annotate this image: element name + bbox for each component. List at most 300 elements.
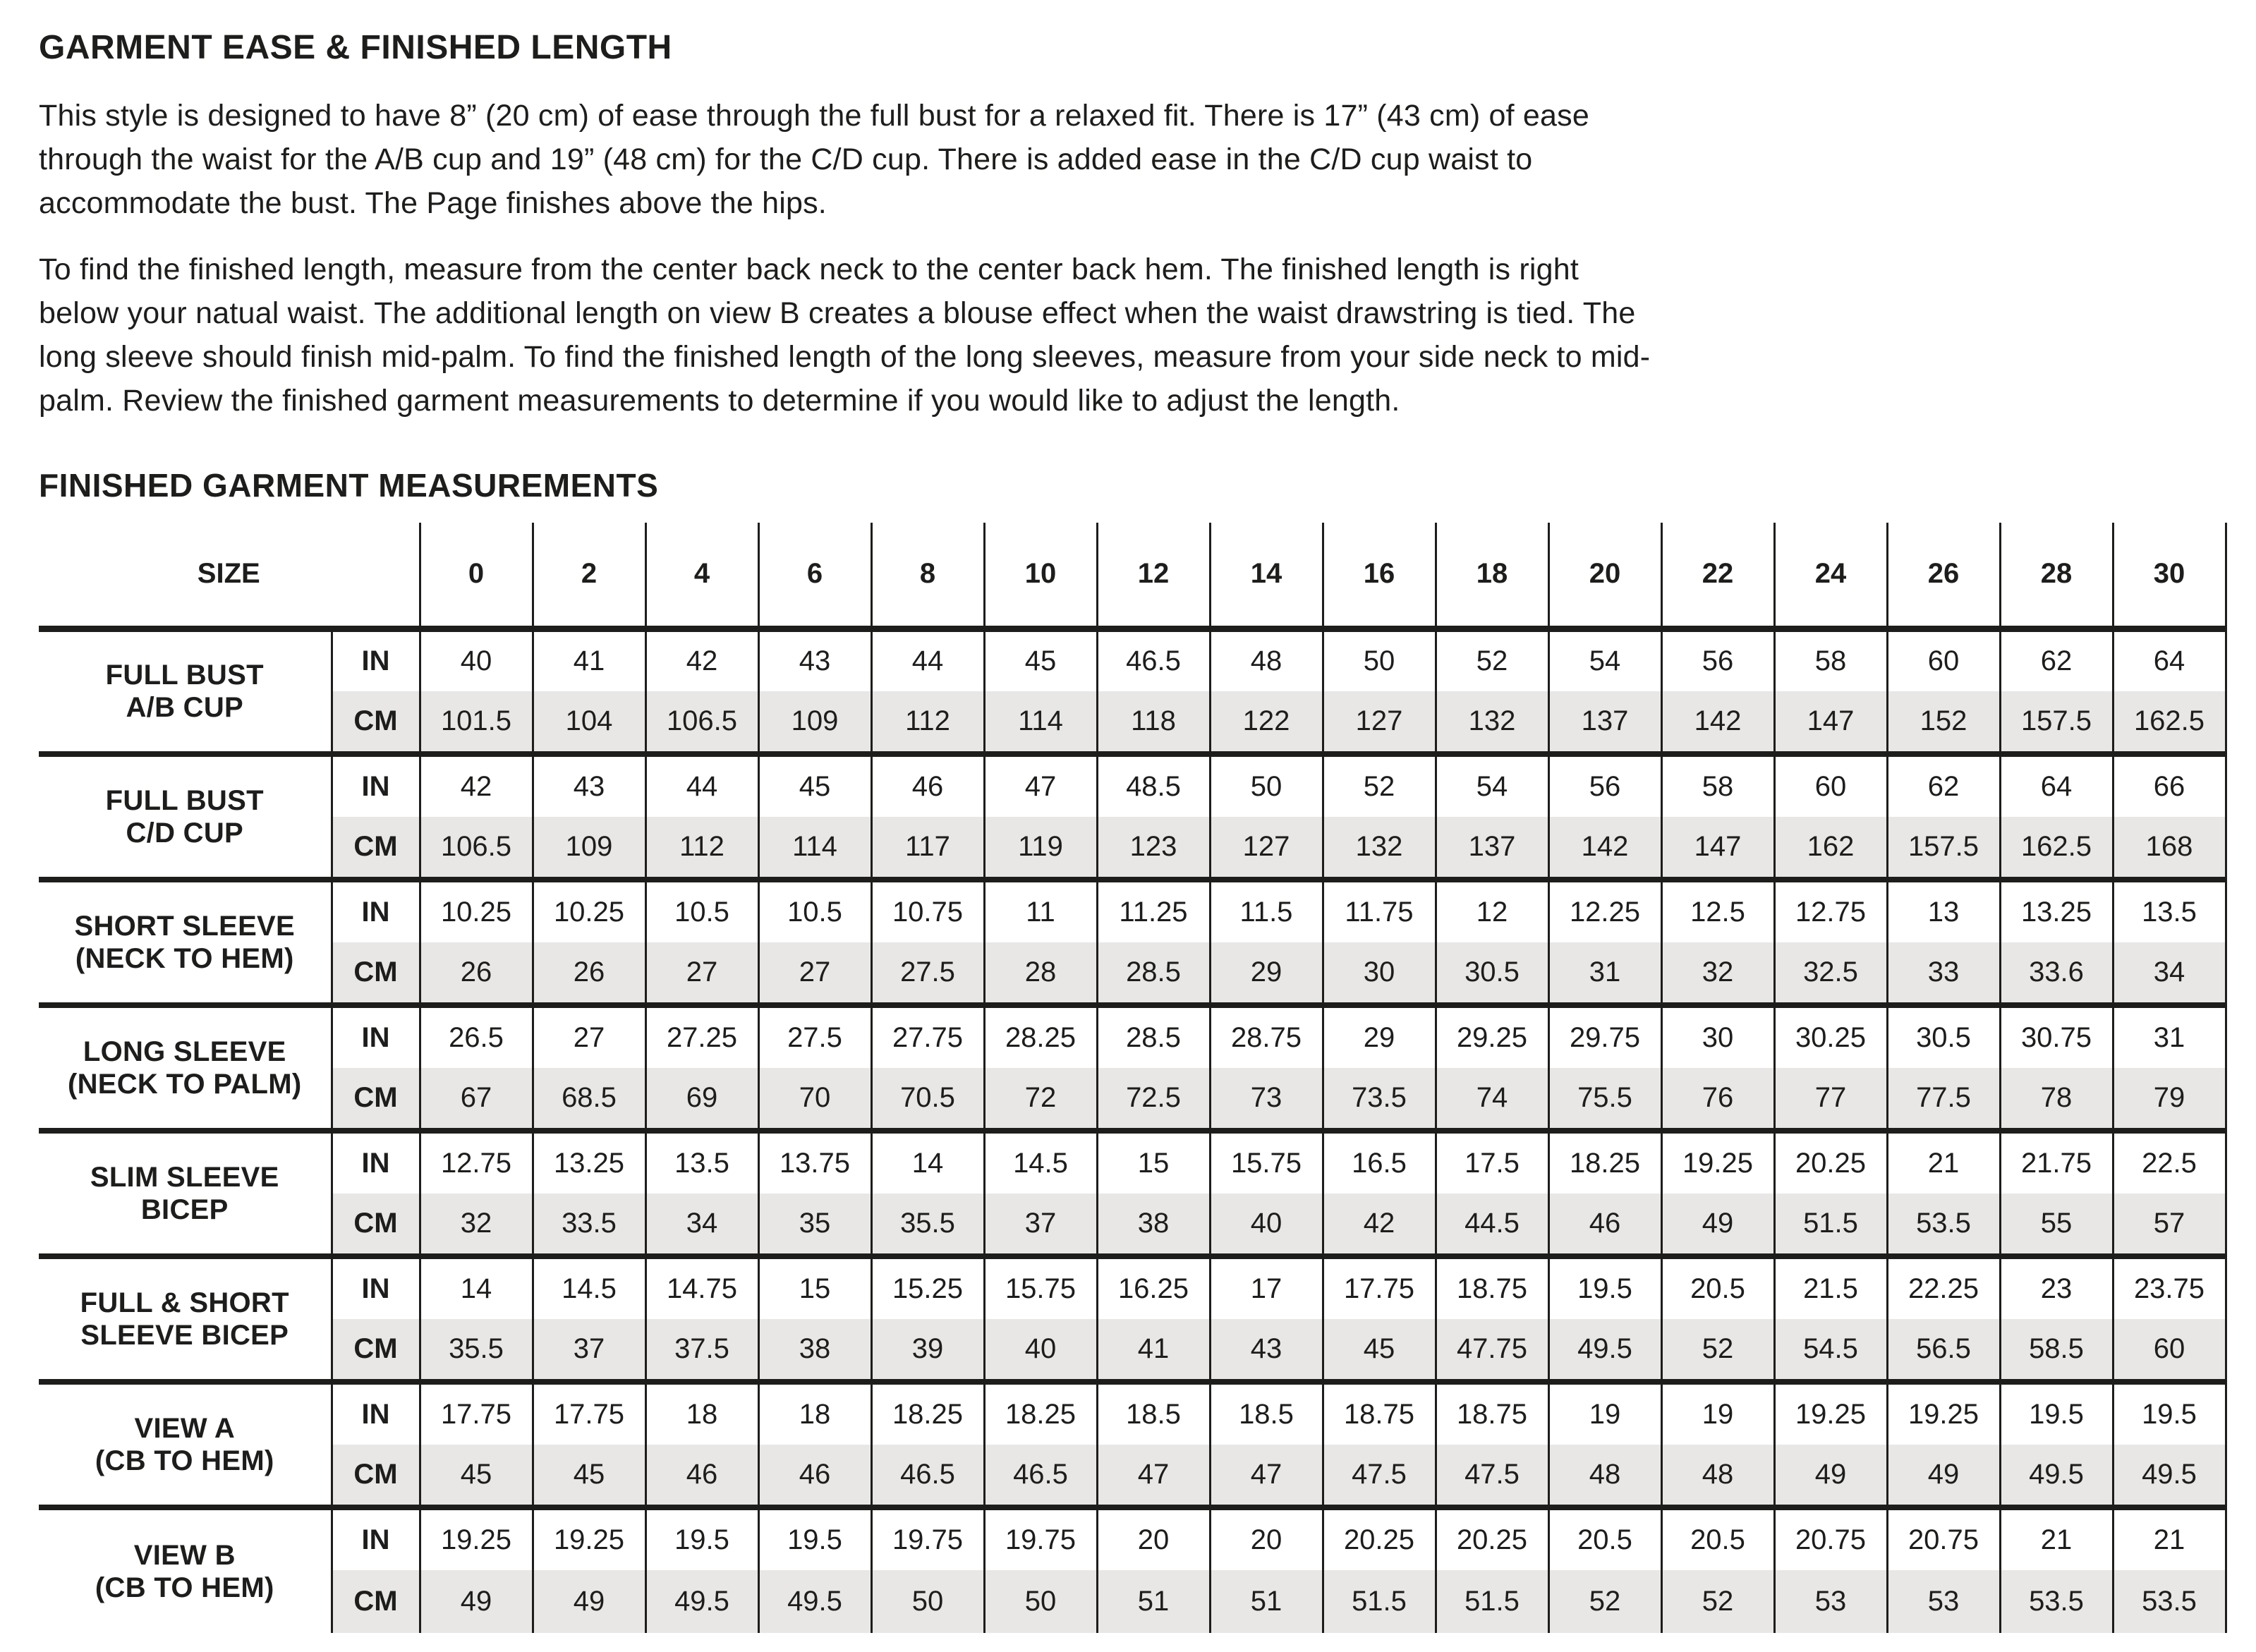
value-full-bust-a-b-cup-in-size-30: 64 bbox=[2113, 628, 2226, 691]
value-slim-sleeve-bicep-in-size-10: 14.5 bbox=[984, 1131, 1097, 1194]
unit-cell-cm: CM bbox=[332, 1319, 420, 1382]
value-short-sleeve-neck-to-hem-in-size-14: 11.5 bbox=[1210, 880, 1323, 942]
value-view-a-cb-to-hem-in-size-2: 17.75 bbox=[533, 1382, 645, 1445]
unit-cell-in: IN bbox=[332, 880, 420, 942]
row-full-bust-a-b-cup-in bbox=[39, 628, 2226, 691]
value-full-bust-a-b-cup-cm-size-10: 114 bbox=[984, 691, 1097, 754]
value-view-a-cb-to-hem-in-size-20: 19 bbox=[1548, 1382, 1661, 1445]
value-long-sleeve-neck-to-palm-cm-size-28: 78 bbox=[2000, 1068, 2113, 1131]
value-full-bust-c-d-cup-cm-size-22: 147 bbox=[1661, 817, 1774, 880]
size-column-header-24: 24 bbox=[1774, 523, 1887, 628]
value-short-sleeve-neck-to-hem-cm-size-6: 27 bbox=[758, 942, 871, 1005]
size-column-header-22: 22 bbox=[1661, 523, 1774, 628]
value-long-sleeve-neck-to-palm-cm-size-20: 75.5 bbox=[1548, 1068, 1661, 1131]
value-view-b-cb-to-hem-in-size-6: 19.5 bbox=[758, 1507, 871, 1570]
value-full-short-sleeve-bicep-cm-size-2: 37 bbox=[533, 1319, 645, 1382]
value-view-a-cb-to-hem-in-size-24: 19.25 bbox=[1774, 1382, 1887, 1445]
value-full-short-sleeve-bicep-cm-size-10: 40 bbox=[984, 1319, 1097, 1382]
value-view-a-cb-to-hem-cm-size-24: 49 bbox=[1774, 1445, 1887, 1507]
value-long-sleeve-neck-to-palm-in-size-30: 31 bbox=[2113, 1005, 2226, 1068]
value-long-sleeve-neck-to-palm-cm-size-14: 73 bbox=[1210, 1068, 1323, 1131]
value-long-sleeve-neck-to-palm-in-size-0: 26.5 bbox=[420, 1005, 533, 1068]
value-view-a-cb-to-hem-in-size-26: 19.25 bbox=[1887, 1382, 2000, 1445]
value-full-bust-c-d-cup-cm-size-12: 123 bbox=[1097, 817, 1210, 880]
value-full-bust-a-b-cup-in-size-20: 54 bbox=[1548, 628, 1661, 691]
value-view-a-cb-to-hem-cm-size-4: 46 bbox=[645, 1445, 758, 1507]
value-slim-sleeve-bicep-cm-size-24: 51.5 bbox=[1774, 1194, 1887, 1256]
value-full-bust-a-b-cup-in-size-24: 58 bbox=[1774, 628, 1887, 691]
value-full-bust-c-d-cup-cm-size-0: 106.5 bbox=[420, 817, 533, 880]
value-short-sleeve-neck-to-hem-in-size-6: 10.5 bbox=[758, 880, 871, 942]
value-long-sleeve-neck-to-palm-in-size-6: 27.5 bbox=[758, 1005, 871, 1068]
value-view-b-cb-to-hem-cm-size-8: 50 bbox=[871, 1570, 984, 1633]
value-short-sleeve-neck-to-hem-in-size-22: 12.5 bbox=[1661, 880, 1774, 942]
size-column-header-8: 8 bbox=[871, 523, 984, 628]
value-view-a-cb-to-hem-in-size-22: 19 bbox=[1661, 1382, 1774, 1445]
value-full-short-sleeve-bicep-in-size-10: 15.75 bbox=[984, 1256, 1097, 1319]
value-long-sleeve-neck-to-palm-cm-size-22: 76 bbox=[1661, 1068, 1774, 1131]
unit-cell-in: IN bbox=[332, 628, 420, 691]
value-long-sleeve-neck-to-palm-in-size-20: 29.75 bbox=[1548, 1005, 1661, 1068]
row-label-line: SLEEVE BICEP bbox=[80, 1320, 289, 1351]
value-view-b-cb-to-hem-in-size-30: 21 bbox=[2113, 1507, 2226, 1570]
value-slim-sleeve-bicep-in-size-26: 21 bbox=[1887, 1131, 2000, 1194]
unit-cell-cm: CM bbox=[332, 691, 420, 754]
value-full-bust-c-d-cup-in-size-20: 56 bbox=[1548, 754, 1661, 817]
unit-cell-in: IN bbox=[332, 754, 420, 817]
value-short-sleeve-neck-to-hem-cm-size-4: 27 bbox=[645, 942, 758, 1005]
value-view-b-cb-to-hem-cm-size-10: 50 bbox=[984, 1570, 1097, 1633]
value-slim-sleeve-bicep-cm-size-30: 57 bbox=[2113, 1194, 2226, 1256]
value-view-b-cb-to-hem-in-size-14: 20 bbox=[1210, 1507, 1323, 1570]
unit-cell-in: IN bbox=[332, 1507, 420, 1570]
value-view-b-cb-to-hem-in-size-2: 19.25 bbox=[533, 1507, 645, 1570]
value-view-a-cb-to-hem-cm-size-18: 47.5 bbox=[1436, 1445, 1548, 1507]
value-full-bust-c-d-cup-in-size-16: 52 bbox=[1323, 754, 1436, 817]
value-full-short-sleeve-bicep-cm-size-14: 43 bbox=[1210, 1319, 1323, 1382]
value-full-bust-a-b-cup-cm-size-8: 112 bbox=[871, 691, 984, 754]
row-long-sleeve-neck-to-palm-cm bbox=[39, 1068, 2226, 1131]
value-full-short-sleeve-bicep-in-size-4: 14.75 bbox=[645, 1256, 758, 1319]
value-short-sleeve-neck-to-hem-cm-size-8: 27.5 bbox=[871, 942, 984, 1005]
value-full-short-sleeve-bicep-in-size-2: 14.5 bbox=[533, 1256, 645, 1319]
value-full-bust-c-d-cup-cm-size-6: 114 bbox=[758, 817, 871, 880]
row-slim-sleeve-bicep-cm bbox=[39, 1194, 2226, 1256]
value-full-bust-a-b-cup-cm-size-18: 132 bbox=[1436, 691, 1548, 754]
unit-cell-in: IN bbox=[332, 1131, 420, 1194]
value-long-sleeve-neck-to-palm-in-size-28: 30.75 bbox=[2000, 1005, 2113, 1068]
value-view-a-cb-to-hem-cm-size-22: 48 bbox=[1661, 1445, 1774, 1507]
value-view-b-cb-to-hem-in-size-28: 21 bbox=[2000, 1507, 2113, 1570]
row-full-bust-a-b-cup-cm bbox=[39, 691, 2226, 754]
value-view-a-cb-to-hem-in-size-10: 18.25 bbox=[984, 1382, 1097, 1445]
row-full-bust-c-d-cup-cm bbox=[39, 817, 2226, 880]
value-long-sleeve-neck-to-palm-in-size-8: 27.75 bbox=[871, 1005, 984, 1068]
size-column-header-0: 0 bbox=[420, 523, 533, 628]
value-view-b-cb-to-hem-in-size-0: 19.25 bbox=[420, 1507, 533, 1570]
value-full-bust-c-d-cup-in-size-4: 44 bbox=[645, 754, 758, 817]
value-view-b-cb-to-hem-in-size-12: 20 bbox=[1097, 1507, 1210, 1570]
row-label-line: (NECK TO HEM) bbox=[75, 943, 294, 974]
value-slim-sleeve-bicep-in-size-24: 20.25 bbox=[1774, 1131, 1887, 1194]
value-full-bust-c-d-cup-in-size-30: 66 bbox=[2113, 754, 2226, 817]
finished-length-paragraph: To find the finished length, measure from the center back neck to the center back hem. The finished length is right below your natual waist. The additional length on view B creates a blouse effect when the waist drawstring is tied. The long sleeve should finish mid-palm. To find the finished length of the long sleeves, measure from your side neck to mid-palm. Review the finished garment measurements to determine if you would like to adjust the length. bbox=[39, 253, 1651, 418]
value-full-short-sleeve-bicep-cm-size-16: 45 bbox=[1323, 1319, 1436, 1382]
value-short-sleeve-neck-to-hem-cm-size-30: 34 bbox=[2113, 942, 2226, 1005]
value-short-sleeve-neck-to-hem-in-size-28: 13.25 bbox=[2000, 880, 2113, 942]
value-view-a-cb-to-hem-in-size-28: 19.5 bbox=[2000, 1382, 2113, 1445]
value-long-sleeve-neck-to-palm-cm-size-26: 77.5 bbox=[1887, 1068, 2000, 1131]
value-full-short-sleeve-bicep-cm-size-0: 35.5 bbox=[420, 1319, 533, 1382]
value-view-a-cb-to-hem-cm-size-6: 46 bbox=[758, 1445, 871, 1507]
value-short-sleeve-neck-to-hem-cm-size-18: 30.5 bbox=[1436, 942, 1548, 1005]
value-full-short-sleeve-bicep-in-size-16: 17.75 bbox=[1323, 1256, 1436, 1319]
value-view-b-cb-to-hem-in-size-24: 20.75 bbox=[1774, 1507, 1887, 1570]
value-full-short-sleeve-bicep-cm-size-30: 60 bbox=[2113, 1319, 2226, 1382]
value-full-bust-a-b-cup-in-size-28: 62 bbox=[2000, 628, 2113, 691]
size-column-header-14: 14 bbox=[1210, 523, 1323, 628]
value-view-a-cb-to-hem-in-size-14: 18.5 bbox=[1210, 1382, 1323, 1445]
garment-ease-section-title: GARMENT EASE & FINISHED LENGTH bbox=[39, 29, 672, 66]
value-full-short-sleeve-bicep-in-size-22: 20.5 bbox=[1661, 1256, 1774, 1319]
unit-cell-in: IN bbox=[332, 1005, 420, 1068]
value-view-b-cb-to-hem-in-size-26: 20.75 bbox=[1887, 1507, 2000, 1570]
row-label-line: SHORT SLEEVE bbox=[74, 911, 296, 942]
value-full-bust-a-b-cup-cm-size-12: 118 bbox=[1097, 691, 1210, 754]
row-label-line: FULL BUST bbox=[105, 785, 264, 816]
value-short-sleeve-neck-to-hem-cm-size-12: 28.5 bbox=[1097, 942, 1210, 1005]
value-full-bust-a-b-cup-cm-size-30: 162.5 bbox=[2113, 691, 2226, 754]
row-label-line: SLIM SLEEVE bbox=[90, 1162, 279, 1193]
value-full-short-sleeve-bicep-cm-size-26: 56.5 bbox=[1887, 1319, 2000, 1382]
measurement-rows bbox=[39, 628, 2226, 1633]
value-view-a-cb-to-hem-in-size-0: 17.75 bbox=[420, 1382, 533, 1445]
row-label-line: LONG SLEEVE bbox=[83, 1036, 286, 1067]
value-view-b-cb-to-hem-cm-size-0: 49 bbox=[420, 1570, 533, 1633]
value-view-b-cb-to-hem-cm-size-6: 49.5 bbox=[758, 1570, 871, 1633]
value-full-bust-c-d-cup-cm-size-20: 142 bbox=[1548, 817, 1661, 880]
value-long-sleeve-neck-to-palm-cm-size-30: 79 bbox=[2113, 1068, 2226, 1131]
value-long-sleeve-neck-to-palm-cm-size-18: 74 bbox=[1436, 1068, 1548, 1131]
value-full-bust-a-b-cup-in-size-12: 46.5 bbox=[1097, 628, 1210, 691]
unit-cell-cm: CM bbox=[332, 1194, 420, 1256]
row-label-full-bust-c-d-cup bbox=[39, 754, 332, 880]
value-full-short-sleeve-bicep-in-size-12: 16.25 bbox=[1097, 1256, 1210, 1319]
ease-description-paragraph: This style is designed to have 8” (20 cm) of ease through the full bust for a relaxed fit. There is 17” (43 cm) of ease through the waist for the A/B cup and 19” (48 cm) for the C/D cup. There is added ease in the C/D cup waist to accommodate the bust. The Page finishes above the hips. bbox=[39, 99, 1589, 220]
row-label-line: VIEW A bbox=[134, 1413, 236, 1444]
value-view-a-cb-to-hem-cm-size-14: 47 bbox=[1210, 1445, 1323, 1507]
value-view-b-cb-to-hem-in-size-4: 19.5 bbox=[645, 1507, 758, 1570]
value-full-short-sleeve-bicep-cm-size-8: 39 bbox=[871, 1319, 984, 1382]
value-long-sleeve-neck-to-palm-cm-size-16: 73.5 bbox=[1323, 1068, 1436, 1131]
value-full-bust-c-d-cup-cm-size-26: 157.5 bbox=[1887, 817, 2000, 880]
value-full-bust-c-d-cup-cm-size-30: 168 bbox=[2113, 817, 2226, 880]
value-long-sleeve-neck-to-palm-cm-size-24: 77 bbox=[1774, 1068, 1887, 1131]
value-view-a-cb-to-hem-cm-size-12: 47 bbox=[1097, 1445, 1210, 1507]
row-label-line: (NECK TO PALM) bbox=[67, 1069, 302, 1100]
value-full-short-sleeve-bicep-cm-size-4: 37.5 bbox=[645, 1319, 758, 1382]
value-short-sleeve-neck-to-hem-in-size-4: 10.5 bbox=[645, 880, 758, 942]
value-full-bust-a-b-cup-cm-size-24: 147 bbox=[1774, 691, 1887, 754]
row-label-line: A/B CUP bbox=[126, 692, 244, 724]
value-full-bust-a-b-cup-in-size-16: 50 bbox=[1323, 628, 1436, 691]
value-slim-sleeve-bicep-in-size-30: 22.5 bbox=[2113, 1131, 2226, 1194]
value-full-short-sleeve-bicep-in-size-6: 15 bbox=[758, 1256, 871, 1319]
value-full-short-sleeve-bicep-in-size-8: 15.25 bbox=[871, 1256, 984, 1319]
value-full-bust-c-d-cup-cm-size-2: 109 bbox=[533, 817, 645, 880]
value-full-bust-a-b-cup-cm-size-22: 142 bbox=[1661, 691, 1774, 754]
value-full-bust-c-d-cup-cm-size-18: 137 bbox=[1436, 817, 1548, 880]
value-full-bust-a-b-cup-cm-size-20: 137 bbox=[1548, 691, 1661, 754]
value-full-bust-c-d-cup-in-size-18: 54 bbox=[1436, 754, 1548, 817]
value-short-sleeve-neck-to-hem-in-size-30: 13.5 bbox=[2113, 880, 2226, 942]
value-full-short-sleeve-bicep-cm-size-18: 47.75 bbox=[1436, 1319, 1548, 1382]
value-view-b-cb-to-hem-cm-size-12: 51 bbox=[1097, 1570, 1210, 1633]
row-label-line: VIEW B bbox=[133, 1540, 236, 1571]
value-slim-sleeve-bicep-cm-size-6: 35 bbox=[758, 1194, 871, 1256]
value-full-bust-c-d-cup-in-size-0: 42 bbox=[420, 754, 533, 817]
value-short-sleeve-neck-to-hem-in-size-8: 10.75 bbox=[871, 880, 984, 942]
value-long-sleeve-neck-to-palm-cm-size-10: 72 bbox=[984, 1068, 1097, 1131]
unit-cell-cm: CM bbox=[332, 942, 420, 1005]
value-long-sleeve-neck-to-palm-cm-size-0: 67 bbox=[420, 1068, 533, 1131]
value-full-bust-c-d-cup-in-size-24: 60 bbox=[1774, 754, 1887, 817]
value-full-bust-a-b-cup-in-size-22: 56 bbox=[1661, 628, 1774, 691]
value-long-sleeve-neck-to-palm-in-size-24: 30.25 bbox=[1774, 1005, 1887, 1068]
value-long-sleeve-neck-to-palm-in-size-10: 28.25 bbox=[984, 1005, 1097, 1068]
size-header-row bbox=[39, 523, 2226, 628]
value-slim-sleeve-bicep-in-size-4: 13.5 bbox=[645, 1131, 758, 1194]
value-slim-sleeve-bicep-cm-size-28: 55 bbox=[2000, 1194, 2113, 1256]
value-view-a-cb-to-hem-cm-size-28: 49.5 bbox=[2000, 1445, 2113, 1507]
value-full-bust-c-d-cup-in-size-6: 45 bbox=[758, 754, 871, 817]
value-view-b-cb-to-hem-cm-size-26: 53 bbox=[1887, 1570, 2000, 1633]
value-slim-sleeve-bicep-cm-size-22: 49 bbox=[1661, 1194, 1774, 1256]
row-label-line: (CB TO HEM) bbox=[95, 1445, 274, 1476]
value-full-bust-a-b-cup-cm-size-26: 152 bbox=[1887, 691, 2000, 754]
value-view-a-cb-to-hem-cm-size-8: 46.5 bbox=[871, 1445, 984, 1507]
value-full-bust-a-b-cup-in-size-8: 44 bbox=[871, 628, 984, 691]
value-full-short-sleeve-bicep-cm-size-12: 41 bbox=[1097, 1319, 1210, 1382]
value-short-sleeve-neck-to-hem-cm-size-28: 33.6 bbox=[2000, 942, 2113, 1005]
value-view-b-cb-to-hem-cm-size-18: 51.5 bbox=[1436, 1570, 1548, 1633]
size-column-header-28: 28 bbox=[2000, 523, 2113, 628]
value-long-sleeve-neck-to-palm-in-size-22: 30 bbox=[1661, 1005, 1774, 1068]
value-slim-sleeve-bicep-cm-size-0: 32 bbox=[420, 1194, 533, 1256]
value-full-bust-a-b-cup-cm-size-4: 106.5 bbox=[645, 691, 758, 754]
unit-cell-in: IN bbox=[332, 1382, 420, 1445]
value-slim-sleeve-bicep-cm-size-12: 38 bbox=[1097, 1194, 1210, 1256]
row-short-sleeve-neck-to-hem-in bbox=[39, 880, 2226, 942]
value-short-sleeve-neck-to-hem-cm-size-24: 32.5 bbox=[1774, 942, 1887, 1005]
row-view-b-cb-to-hem-cm bbox=[39, 1570, 2226, 1633]
value-slim-sleeve-bicep-in-size-14: 15.75 bbox=[1210, 1131, 1323, 1194]
value-short-sleeve-neck-to-hem-in-size-10: 11 bbox=[984, 880, 1097, 942]
value-long-sleeve-neck-to-palm-cm-size-6: 70 bbox=[758, 1068, 871, 1131]
row-view-a-cb-to-hem-in bbox=[39, 1382, 2226, 1445]
row-full-short-sleeve-bicep-cm bbox=[39, 1319, 2226, 1382]
value-view-b-cb-to-hem-cm-size-28: 53.5 bbox=[2000, 1570, 2113, 1633]
value-full-bust-a-b-cup-in-size-10: 45 bbox=[984, 628, 1097, 691]
value-full-short-sleeve-bicep-in-size-20: 19.5 bbox=[1548, 1256, 1661, 1319]
value-slim-sleeve-bicep-in-size-0: 12.75 bbox=[420, 1131, 533, 1194]
unit-cell-cm: CM bbox=[332, 1570, 420, 1633]
value-long-sleeve-neck-to-palm-cm-size-4: 69 bbox=[645, 1068, 758, 1131]
row-short-sleeve-neck-to-hem-cm bbox=[39, 942, 2226, 1005]
value-short-sleeve-neck-to-hem-in-size-24: 12.75 bbox=[1774, 880, 1887, 942]
value-short-sleeve-neck-to-hem-cm-size-22: 32 bbox=[1661, 942, 1774, 1005]
value-view-b-cb-to-hem-in-size-22: 20.5 bbox=[1661, 1507, 1774, 1570]
value-full-bust-a-b-cup-cm-size-14: 122 bbox=[1210, 691, 1323, 754]
value-slim-sleeve-bicep-in-size-6: 13.75 bbox=[758, 1131, 871, 1194]
size-column-header-12: 12 bbox=[1097, 523, 1210, 628]
value-full-bust-a-b-cup-in-size-18: 52 bbox=[1436, 628, 1548, 691]
value-full-bust-c-d-cup-in-size-22: 58 bbox=[1661, 754, 1774, 817]
value-long-sleeve-neck-to-palm-in-size-12: 28.5 bbox=[1097, 1005, 1210, 1068]
value-full-bust-a-b-cup-in-size-4: 42 bbox=[645, 628, 758, 691]
value-full-bust-a-b-cup-in-size-2: 41 bbox=[533, 628, 645, 691]
value-full-bust-c-d-cup-cm-size-14: 127 bbox=[1210, 817, 1323, 880]
finished-garment-measurements-table bbox=[39, 523, 2227, 1633]
row-label-slim-sleeve-bicep bbox=[39, 1131, 332, 1256]
value-view-a-cb-to-hem-cm-size-20: 48 bbox=[1548, 1445, 1661, 1507]
value-long-sleeve-neck-to-palm-in-size-18: 29.25 bbox=[1436, 1005, 1548, 1068]
value-slim-sleeve-bicep-cm-size-8: 35.5 bbox=[871, 1194, 984, 1256]
value-view-b-cb-to-hem-cm-size-4: 49.5 bbox=[645, 1570, 758, 1633]
value-short-sleeve-neck-to-hem-in-size-26: 13 bbox=[1887, 880, 2000, 942]
value-slim-sleeve-bicep-in-size-28: 21.75 bbox=[2000, 1131, 2113, 1194]
value-full-bust-c-d-cup-in-size-10: 47 bbox=[984, 754, 1097, 817]
value-full-bust-c-d-cup-in-size-14: 50 bbox=[1210, 754, 1323, 817]
row-slim-sleeve-bicep-in bbox=[39, 1131, 2226, 1194]
value-slim-sleeve-bicep-cm-size-18: 44.5 bbox=[1436, 1194, 1548, 1256]
value-slim-sleeve-bicep-in-size-22: 19.25 bbox=[1661, 1131, 1774, 1194]
value-view-a-cb-to-hem-in-size-4: 18 bbox=[645, 1382, 758, 1445]
row-label-view-a-cb-to-hem bbox=[39, 1382, 332, 1507]
value-full-short-sleeve-bicep-cm-size-28: 58.5 bbox=[2000, 1319, 2113, 1382]
value-full-bust-c-d-cup-in-size-28: 64 bbox=[2000, 754, 2113, 817]
value-full-short-sleeve-bicep-in-size-18: 18.75 bbox=[1436, 1256, 1548, 1319]
value-full-short-sleeve-bicep-in-size-26: 22.25 bbox=[1887, 1256, 2000, 1319]
row-label-view-b-cb-to-hem bbox=[39, 1507, 332, 1633]
value-view-b-cb-to-hem-cm-size-2: 49 bbox=[533, 1570, 645, 1633]
size-column-header-2: 2 bbox=[533, 523, 645, 628]
unit-cell-cm: CM bbox=[332, 1445, 420, 1507]
value-long-sleeve-neck-to-palm-cm-size-8: 70.5 bbox=[871, 1068, 984, 1131]
unit-cell-cm: CM bbox=[332, 817, 420, 880]
value-slim-sleeve-bicep-cm-size-10: 37 bbox=[984, 1194, 1097, 1256]
value-slim-sleeve-bicep-cm-size-20: 46 bbox=[1548, 1194, 1661, 1256]
value-full-bust-a-b-cup-cm-size-0: 101.5 bbox=[420, 691, 533, 754]
row-label-line: FULL & SHORT bbox=[80, 1287, 289, 1318]
value-full-bust-c-d-cup-in-size-26: 62 bbox=[1887, 754, 2000, 817]
row-label-line: FULL BUST bbox=[105, 660, 264, 691]
value-full-bust-c-d-cup-cm-size-28: 162.5 bbox=[2000, 817, 2113, 880]
value-long-sleeve-neck-to-palm-in-size-14: 28.75 bbox=[1210, 1005, 1323, 1068]
value-full-bust-a-b-cup-cm-size-28: 157.5 bbox=[2000, 691, 2113, 754]
value-view-a-cb-to-hem-in-size-18: 18.75 bbox=[1436, 1382, 1548, 1445]
value-view-b-cb-to-hem-in-size-10: 19.75 bbox=[984, 1507, 1097, 1570]
value-full-short-sleeve-bicep-in-size-0: 14 bbox=[420, 1256, 533, 1319]
value-view-b-cb-to-hem-cm-size-22: 52 bbox=[1661, 1570, 1774, 1633]
size-column-header-16: 16 bbox=[1323, 523, 1436, 628]
value-full-short-sleeve-bicep-in-size-24: 21.5 bbox=[1774, 1256, 1887, 1319]
value-view-b-cb-to-hem-in-size-18: 20.25 bbox=[1436, 1507, 1548, 1570]
row-view-a-cb-to-hem-cm bbox=[39, 1445, 2226, 1507]
value-slim-sleeve-bicep-in-size-16: 16.5 bbox=[1323, 1131, 1436, 1194]
value-slim-sleeve-bicep-in-size-12: 15 bbox=[1097, 1131, 1210, 1194]
value-short-sleeve-neck-to-hem-in-size-20: 12.25 bbox=[1548, 880, 1661, 942]
row-full-short-sleeve-bicep-in bbox=[39, 1256, 2226, 1319]
row-label-long-sleeve-neck-to-palm bbox=[39, 1005, 332, 1131]
value-full-short-sleeve-bicep-cm-size-22: 52 bbox=[1661, 1319, 1774, 1382]
value-view-a-cb-to-hem-in-size-30: 19.5 bbox=[2113, 1382, 2226, 1445]
value-view-a-cb-to-hem-in-size-6: 18 bbox=[758, 1382, 871, 1445]
value-view-a-cb-to-hem-in-size-12: 18.5 bbox=[1097, 1382, 1210, 1445]
size-column-header-4: 4 bbox=[645, 523, 758, 628]
value-view-a-cb-to-hem-cm-size-0: 45 bbox=[420, 1445, 533, 1507]
value-full-bust-a-b-cup-in-size-14: 48 bbox=[1210, 628, 1323, 691]
value-short-sleeve-neck-to-hem-in-size-18: 12 bbox=[1436, 880, 1548, 942]
value-full-short-sleeve-bicep-cm-size-20: 49.5 bbox=[1548, 1319, 1661, 1382]
row-label-full-short-sleeve-bicep bbox=[39, 1256, 332, 1382]
value-short-sleeve-neck-to-hem-cm-size-16: 30 bbox=[1323, 942, 1436, 1005]
value-full-bust-a-b-cup-cm-size-6: 109 bbox=[758, 691, 871, 754]
value-full-bust-a-b-cup-in-size-6: 43 bbox=[758, 628, 871, 691]
value-long-sleeve-neck-to-palm-cm-size-2: 68.5 bbox=[533, 1068, 645, 1131]
value-view-a-cb-to-hem-cm-size-26: 49 bbox=[1887, 1445, 2000, 1507]
value-short-sleeve-neck-to-hem-cm-size-26: 33 bbox=[1887, 942, 2000, 1005]
value-view-a-cb-to-hem-cm-size-2: 45 bbox=[533, 1445, 645, 1507]
value-short-sleeve-neck-to-hem-cm-size-10: 28 bbox=[984, 942, 1097, 1005]
value-slim-sleeve-bicep-in-size-20: 18.25 bbox=[1548, 1131, 1661, 1194]
row-label-line: (CB TO HEM) bbox=[95, 1572, 274, 1603]
value-full-bust-c-d-cup-cm-size-10: 119 bbox=[984, 817, 1097, 880]
value-view-a-cb-to-hem-in-size-16: 18.75 bbox=[1323, 1382, 1436, 1445]
value-short-sleeve-neck-to-hem-cm-size-2: 26 bbox=[533, 942, 645, 1005]
value-full-bust-a-b-cup-in-size-26: 60 bbox=[1887, 628, 2000, 691]
value-view-b-cb-to-hem-cm-size-16: 51.5 bbox=[1323, 1570, 1436, 1633]
row-label-full-bust-a-b-cup bbox=[39, 628, 332, 754]
value-slim-sleeve-bicep-cm-size-4: 34 bbox=[645, 1194, 758, 1256]
value-short-sleeve-neck-to-hem-cm-size-14: 29 bbox=[1210, 942, 1323, 1005]
value-long-sleeve-neck-to-palm-in-size-26: 30.5 bbox=[1887, 1005, 2000, 1068]
row-label-short-sleeve-neck-to-hem bbox=[39, 880, 332, 1005]
value-full-bust-c-d-cup-in-size-8: 46 bbox=[871, 754, 984, 817]
unit-cell-cm: CM bbox=[332, 1068, 420, 1131]
value-view-b-cb-to-hem-cm-size-30: 53.5 bbox=[2113, 1570, 2226, 1633]
size-header-cell: SIZE bbox=[39, 523, 420, 628]
value-slim-sleeve-bicep-in-size-2: 13.25 bbox=[533, 1131, 645, 1194]
value-slim-sleeve-bicep-in-size-18: 17.5 bbox=[1436, 1131, 1548, 1194]
value-full-bust-a-b-cup-in-size-0: 40 bbox=[420, 628, 533, 691]
value-full-short-sleeve-bicep-in-size-28: 23 bbox=[2000, 1256, 2113, 1319]
value-full-bust-c-d-cup-cm-size-8: 117 bbox=[871, 817, 984, 880]
value-slim-sleeve-bicep-cm-size-2: 33.5 bbox=[533, 1194, 645, 1256]
value-long-sleeve-neck-to-palm-cm-size-12: 72.5 bbox=[1097, 1068, 1210, 1131]
value-full-bust-c-d-cup-cm-size-16: 132 bbox=[1323, 817, 1436, 880]
value-slim-sleeve-bicep-cm-size-26: 53.5 bbox=[1887, 1194, 2000, 1256]
value-view-a-cb-to-hem-cm-size-16: 47.5 bbox=[1323, 1445, 1436, 1507]
size-column-header-18: 18 bbox=[1436, 523, 1548, 628]
value-full-bust-c-d-cup-cm-size-24: 162 bbox=[1774, 817, 1887, 880]
value-slim-sleeve-bicep-cm-size-16: 42 bbox=[1323, 1194, 1436, 1256]
size-column-header-20: 20 bbox=[1548, 523, 1661, 628]
value-short-sleeve-neck-to-hem-in-size-16: 11.75 bbox=[1323, 880, 1436, 942]
value-view-a-cb-to-hem-cm-size-10: 46.5 bbox=[984, 1445, 1097, 1507]
value-view-a-cb-to-hem-in-size-8: 18.25 bbox=[871, 1382, 984, 1445]
value-full-bust-c-d-cup-cm-size-4: 112 bbox=[645, 817, 758, 880]
